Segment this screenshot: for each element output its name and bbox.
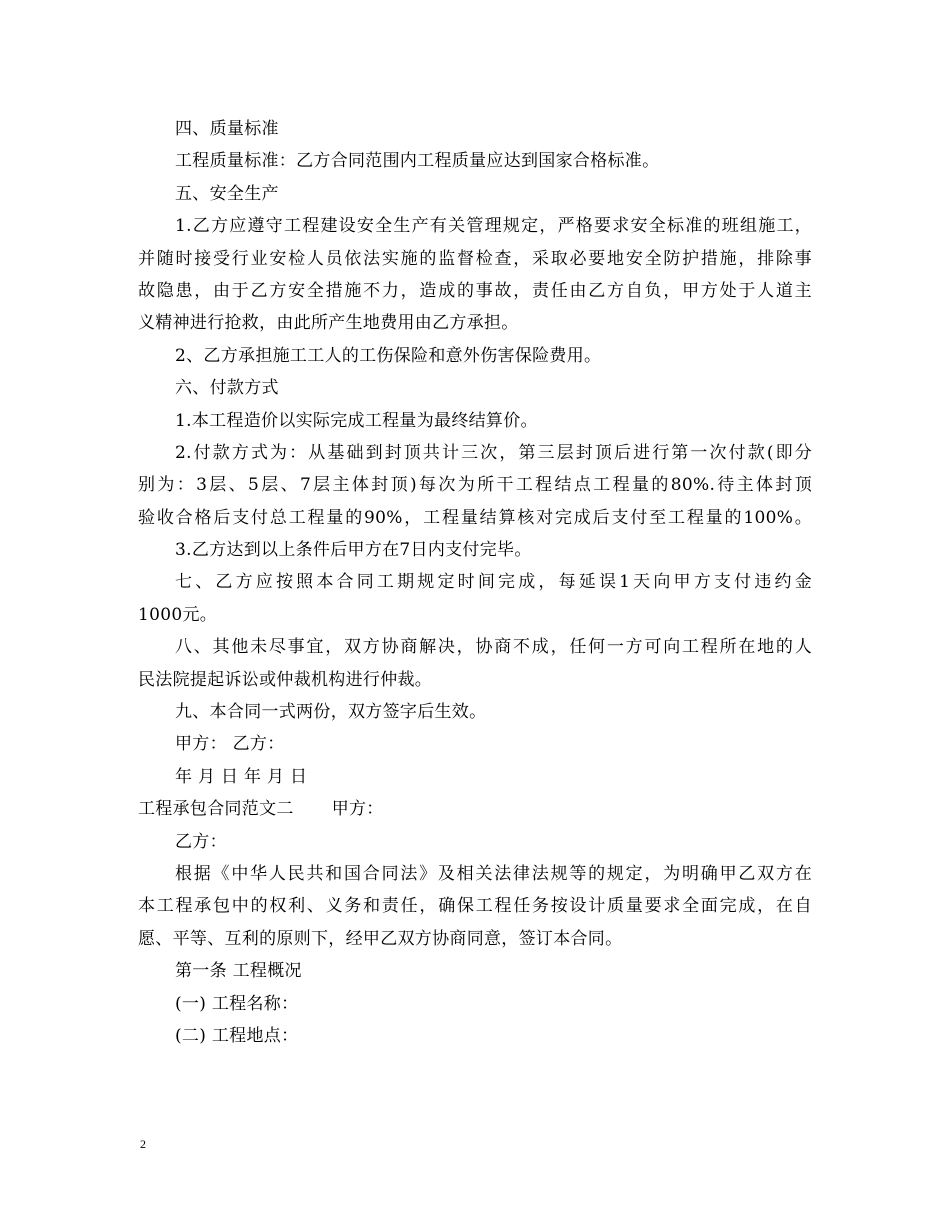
text-line: 义精神进行抢救，由此所产生地费用由乙方承担。	[138, 313, 519, 334]
text-line: (二) 工程地点：	[175, 1025, 299, 1046]
text-line: 五、安全生产	[175, 183, 279, 204]
text-line: 八、其他未尽事宜，双方协商解决，协商不成，任何一方可向工程所在地的人	[175, 637, 812, 658]
party-a-label: 甲方：	[331, 799, 384, 820]
text-line: 六、付款方式	[175, 378, 279, 399]
text-line: 乙方：	[175, 831, 227, 852]
text-line: 1000元。	[138, 604, 218, 625]
text-line: (一) 工程名称：	[175, 993, 299, 1014]
text-line: 愿、平等、互利的原则下，经甲乙双方协商同意，签订本合同。	[138, 928, 623, 949]
text-line: 民法院提起诉讼或仲裁机构进行仲裁。	[138, 669, 433, 690]
text-line: 并随时接受行业安检人员依法实施的监督检查，采取必要地安全防护措施，排除事	[138, 248, 812, 269]
text-line: 3.乙方达到以上条件后甲方在7日内支付完毕。	[175, 540, 532, 561]
document-body	[138, 113, 812, 1052]
text-line: 工程质量标准：乙方合同范围内工程质量应达到国家合格标准。	[175, 151, 660, 172]
text-line: 甲方： 乙方：	[175, 734, 285, 755]
text-line: 年 月 日 年 月 日	[175, 766, 308, 787]
text-line: 九、本合同一式两份，双方签字后生效。	[175, 702, 487, 723]
text-line: 本工程承包中的权利、义务和责任，确保工程任务按设计质量要求全面完成，在自	[138, 896, 812, 917]
text-line: 四、质量标准	[175, 119, 279, 139]
page-number: 2	[140, 1137, 146, 1151]
text-line: 别为：3层、5层、7层主体封顶)每次为所干工程结点工程量的80%.待主体封顶	[138, 475, 812, 496]
text-line: 2、乙方承担施工工人的工伤保险和意外伤害保险费用。	[175, 345, 602, 366]
text-line: 1.乙方应遵守工程建设安全生产有关管理规定，严格要求安全标准的班组施工，	[175, 216, 812, 237]
text-line: 验收合格后支付总工程量的90%，工程量结算核对完成后支付至工程量的100%。	[138, 507, 812, 528]
text-line: 根据《中华人民共和国合同法》及相关法律法规等的规定，为明确甲乙双方在	[175, 863, 812, 884]
text-line: 故隐患，由于乙方安全措施不力，造成的事故，责任由乙方自负，甲方处于人道主	[138, 280, 812, 301]
text-line: 2.付款方式为：从基础到封顶共计三次，第三层封顶后进行第一次付款(即分	[175, 442, 812, 463]
text-line: 七、乙方应按照本合同工期规定时间完成，每延误1天向甲方支付违约金	[175, 572, 812, 593]
contract-sample-title: 工程承包合同范文二	[138, 799, 294, 820]
split-line	[138, 793, 812, 825]
text-line: 第一条 工程概况	[175, 961, 302, 982]
text-line: 1.本工程造价以实际完成工程量为最终结算价。	[175, 410, 538, 431]
